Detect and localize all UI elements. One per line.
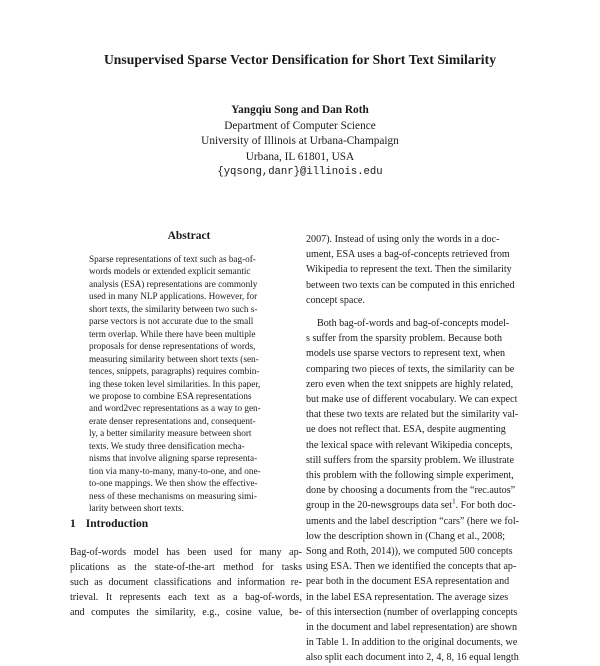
body-line: of this intersection (number of overlapping concepts: [306, 606, 518, 618]
body-line: zero even when the text snippets are highly related,: [306, 378, 514, 390]
body-line: models use sparse vectors to represent text, when: [306, 348, 506, 360]
affiliation-department: Department of Computer Science: [224, 119, 376, 132]
body-line: and computes the similarity, e.g., cosine value, be-: [70, 607, 302, 619]
body-line: in the document and label representation) are shown: [306, 622, 518, 634]
abstract-line: and word2vec representations as a way to gen-: [89, 403, 261, 414]
body-line: s suffer from the sparsity problem. Because both: [306, 333, 503, 345]
body-line: in the label ESA representation. The average sizes: [306, 591, 509, 603]
body-line: Wikipedia to represent the text. Then the similarity: [306, 264, 512, 276]
abstract-line: nisms that involve aligning sparse representa-: [89, 453, 258, 464]
body-line: ue does not reflect that. ESA, despite augmenting: [306, 424, 506, 436]
author-block: [0, 103, 600, 181]
body-line: in Table 1. In addition to the original documents, we: [306, 637, 518, 649]
introduction-body: [70, 545, 302, 620]
body-line: Song and Roth, 2014)), we computed 500 concepts: [306, 546, 513, 558]
footnote-marker[interactable]: 1: [452, 498, 456, 507]
abstract-line: words models or extended explicit semantic: [89, 266, 251, 277]
body-line: the lexical space with relevant Wikipedia concepts,: [306, 439, 513, 451]
abstract-line: measuring similarity between short texts (sen-: [89, 353, 259, 364]
section-title: Introduction: [85, 518, 149, 530]
abstract-line: ness of these mechanisms on measuring simi-: [89, 490, 257, 501]
affiliation-university: University of Illinois at Urbana-Champaign: [201, 135, 399, 148]
body-line-tail: . For both doc-: [455, 500, 516, 512]
abstract-line: to-one mappings. We then show the effective-: [89, 478, 258, 489]
body-line: still suffers from the sparsity problem. We illustrate: [306, 454, 514, 466]
abstract-line: tion via many-to-many, many-to-one, and one-: [89, 465, 261, 476]
affiliation-address: Urbana, IL 61801, USA: [245, 150, 355, 163]
abstract-line: tences, snippets, paragraphs) requires combin-: [89, 366, 260, 377]
right-column-body: [306, 232, 532, 666]
section-number: 1: [70, 518, 76, 530]
body-line: but make use of different vocabulary. We can expect: [306, 394, 518, 406]
body-line: done by choosing a documents from the “rec.autos”: [306, 485, 516, 497]
body-line: 2007). Instead of using only the words in a doc-: [306, 234, 500, 245]
author-names: Yangqiu Song and Dan Roth: [231, 104, 369, 116]
body-line: Bag-of-words model has been used for many ap-: [70, 547, 302, 558]
abstract-line: erate denser representations and, consequent-: [89, 415, 256, 426]
abstract-line: Sparse representations of text such as bag-of-: [89, 254, 256, 264]
body-line: pear both in the document ESA representation and: [306, 576, 510, 588]
abstract-line: texts. We study three densification mecha-: [89, 440, 245, 451]
abstract-line: analysis (ESA) representations are commonly: [89, 278, 258, 289]
body-line-text: group in the 20-newsgroups data set: [306, 500, 453, 512]
body-line: between two texts can be computed in this enriched: [306, 279, 515, 291]
paper-title: Unsupervised Sparse Vector Densification for Short Text Similarity: [103, 52, 497, 67]
body-line: ument, ESA uses a bag-of-concepts retrieved from: [306, 249, 510, 261]
body-line: plications as the state-of-the-art method for tasks: [70, 562, 302, 574]
body-line: this problem with the following simple experiment,: [306, 470, 514, 482]
body-line: trieval. It represents each text as a bag-of-words,: [70, 592, 302, 604]
body-line: Both bag-of-words and bag-of-concepts model-: [317, 318, 510, 330]
body-line: uments and the label description “cars” (here we fol-: [306, 515, 519, 527]
abstract-line: ing these token level similarities. In this paper,: [89, 378, 261, 389]
author-emails: {yqsong,danr}@illinois.edu: [217, 166, 383, 179]
abstract-body: [89, 253, 289, 515]
body-line-with-footnote: [306, 498, 532, 513]
abstract-heading: Abstract: [167, 230, 211, 242]
abstract-line: short texts, the similarity between two such s-: [89, 303, 258, 314]
body-line: also split each document into 2, 4, 8, 16 equal length: [306, 652, 519, 664]
body-line: such as document classifications and information re-: [70, 577, 302, 589]
abstract-line: used in many NLP applications. However, for: [89, 291, 258, 302]
body-line: using ESA. Then we identified the concepts that ap-: [306, 561, 517, 573]
section-heading-introduction: [70, 518, 300, 530]
abstract-line: parse vectors is not accurate due to the small: [89, 316, 254, 327]
body-line: low the description shown in (Chang et al., 2008;: [306, 530, 506, 542]
abstract-line: term overlap. While there have been multiple: [89, 328, 256, 339]
body-line: that these two texts are related but the similarity val-: [306, 409, 519, 421]
abstract-line: ly, a better similarity measure between short: [89, 428, 252, 439]
abstract-line: proposals for dense representations of words,: [89, 341, 256, 352]
body-line: comparing two pieces of texts, the similarity can be: [306, 363, 515, 375]
abstract-line: larity between short texts.: [89, 503, 184, 514]
body-line: concept space.: [306, 294, 365, 306]
abstract-line: we propose to combine ESA representations: [89, 390, 252, 401]
